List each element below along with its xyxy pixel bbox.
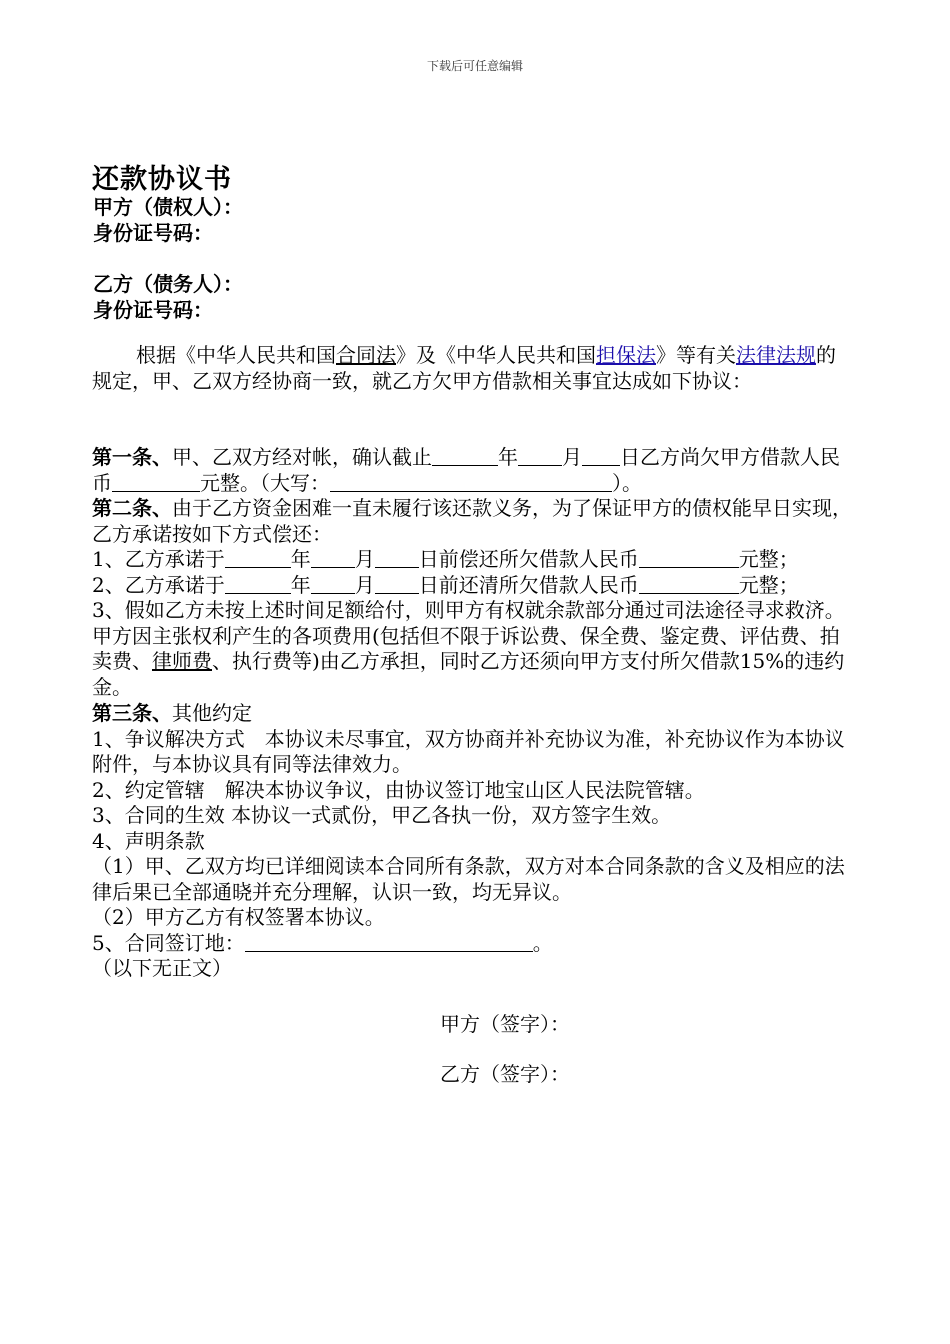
article-1-text-1: 甲、乙双方经对帐，确认截止 [172, 445, 432, 469]
article-2-item-1 [92, 547, 854, 573]
item-2-text-a: 2、乙方承诺于 [92, 573, 225, 597]
clause-5-label: 5、合同签订地： [92, 930, 245, 955]
clause-4: 4、声明条款 [92, 828, 205, 853]
item-1-text-b: 日前偿还所欠借款人民币 [418, 547, 639, 571]
laws-regulations-link[interactable]: 法律法规 [736, 343, 816, 367]
party-b-label: 乙方（债务人）： [93, 272, 243, 296]
document-title: 还款协议书 [92, 164, 232, 195]
item-2-month-label: 月 [354, 573, 375, 597]
article-1-text-2: 日乙方尚欠甲方借款人民币 [92, 445, 840, 495]
article-1-text-4: ）。 [612, 470, 642, 495]
article-1-heading: 第一条、 [92, 445, 172, 469]
clause-5 [92, 931, 854, 957]
year-label: 年 [498, 445, 518, 469]
intro-text-1: 根据《中华人民共和国 [136, 343, 336, 367]
item-1-month-blank [311, 547, 355, 568]
signing-place-blank [245, 931, 533, 952]
year-blank [432, 445, 498, 466]
article-3 [92, 701, 854, 982]
item-1-yuan: 元整； [738, 547, 799, 571]
party-a-label: 甲方（债权人）： [93, 195, 243, 219]
month-label: 月 [562, 445, 582, 469]
day-blank [582, 445, 620, 466]
item-2-yuan: 元整； [738, 573, 799, 597]
article-3-heading-rest: 其他约定 [172, 701, 252, 725]
clause-4-1: （1）甲、乙双方均已详细阅读本合同所有条款，双方对本合同条款的含义及相应的法律后果已全部通晓并充分理解，认识一致，均无异议。 [92, 854, 845, 904]
item-1-year-label: 年 [290, 547, 311, 571]
item-2-text-b: 日前还清所欠借款人民币 [418, 573, 639, 597]
party-a-id-label: 身份证号码： [93, 221, 213, 245]
month-blank [518, 445, 562, 466]
item-2-day-blank [375, 573, 419, 594]
party-b-id-label: 身份证号码： [93, 298, 213, 322]
party-b-signature: 乙方（签字）： [440, 1062, 570, 1086]
end-of-text: （以下无正文） [92, 956, 232, 980]
item-2-amount-blank [639, 573, 739, 594]
item-1-month-label: 月 [354, 547, 375, 571]
item-1-day-blank [375, 547, 419, 568]
article-2-text: 由于乙方资金困难一直未履行该还款义务，为了保证甲方的债权能早日实现，乙方承诺按如下方式偿还： [92, 496, 852, 546]
clause-4-2: （2）甲方乙方有权签署本协议。 [92, 905, 385, 929]
article-2-heading: 第二条、 [92, 496, 172, 520]
item-3-text-b: 、执行费等)由乙方承担，同时乙方还须向甲方支付所欠借款15%的违约金。 [92, 649, 845, 699]
clause-3: 3、合同的生效 本协议一式贰份，甲乙各执一份，双方签字生效。 [92, 803, 672, 827]
item-2-month-blank [311, 573, 355, 594]
intro-text-3: 》等有关 [656, 343, 736, 367]
header-note: 下载后可任意编辑 [426, 59, 523, 73]
amount-words-blank [330, 471, 612, 492]
article-3-heading: 第三条、 [92, 701, 172, 725]
article-1-text-3: 元整。（大写： [200, 470, 330, 495]
intro-text-2: 》及《中华人民共和国 [396, 343, 596, 367]
guarantee-law-link[interactable]: 担保法 [596, 343, 656, 367]
item-1-amount-blank [639, 547, 739, 568]
lawyer-fee-text: 律师费 [152, 649, 212, 673]
clause-1: 1、争议解决方式 本协议未尽事宜，双方协商并补充协议为准，补充协议作为本协议附件，与本协议具有同等法律效力。 [92, 726, 845, 776]
contract-law-text: 合同法 [336, 343, 396, 367]
clause-5-end: 。 [532, 930, 553, 955]
item-1-year-blank [225, 547, 291, 568]
article-2-item-2 [92, 573, 854, 599]
article-1 [92, 445, 854, 496]
item-2-year-blank [225, 573, 291, 594]
intro-text-4: 的规定，甲、乙双方经协商一致，就乙方欠甲方借款相关事宜达成如下协议： [92, 343, 836, 393]
item-3-text-a: 3、假如乙方未按上述时间足额给付，则甲方有权就余款部分通过司法途径寻求救济。甲方因主张权利产生的各项费用(包括但不限于诉讼费、保全费、鉴定费、评估费、拍卖费、 [92, 598, 845, 673]
clause-2: 2、约定管辖 解决本协议争议，由协议签订地宝山区人民法院管辖。 [92, 777, 705, 802]
item-2-year-label: 年 [290, 573, 311, 597]
party-a-signature: 甲方（签字）： [440, 1012, 570, 1036]
article-2 [92, 496, 854, 547]
article-2-item-3 [92, 598, 854, 700]
intro-paragraph [92, 343, 854, 394]
amount-blank [112, 471, 200, 492]
item-1-text-a: 1、乙方承诺于 [92, 547, 225, 571]
